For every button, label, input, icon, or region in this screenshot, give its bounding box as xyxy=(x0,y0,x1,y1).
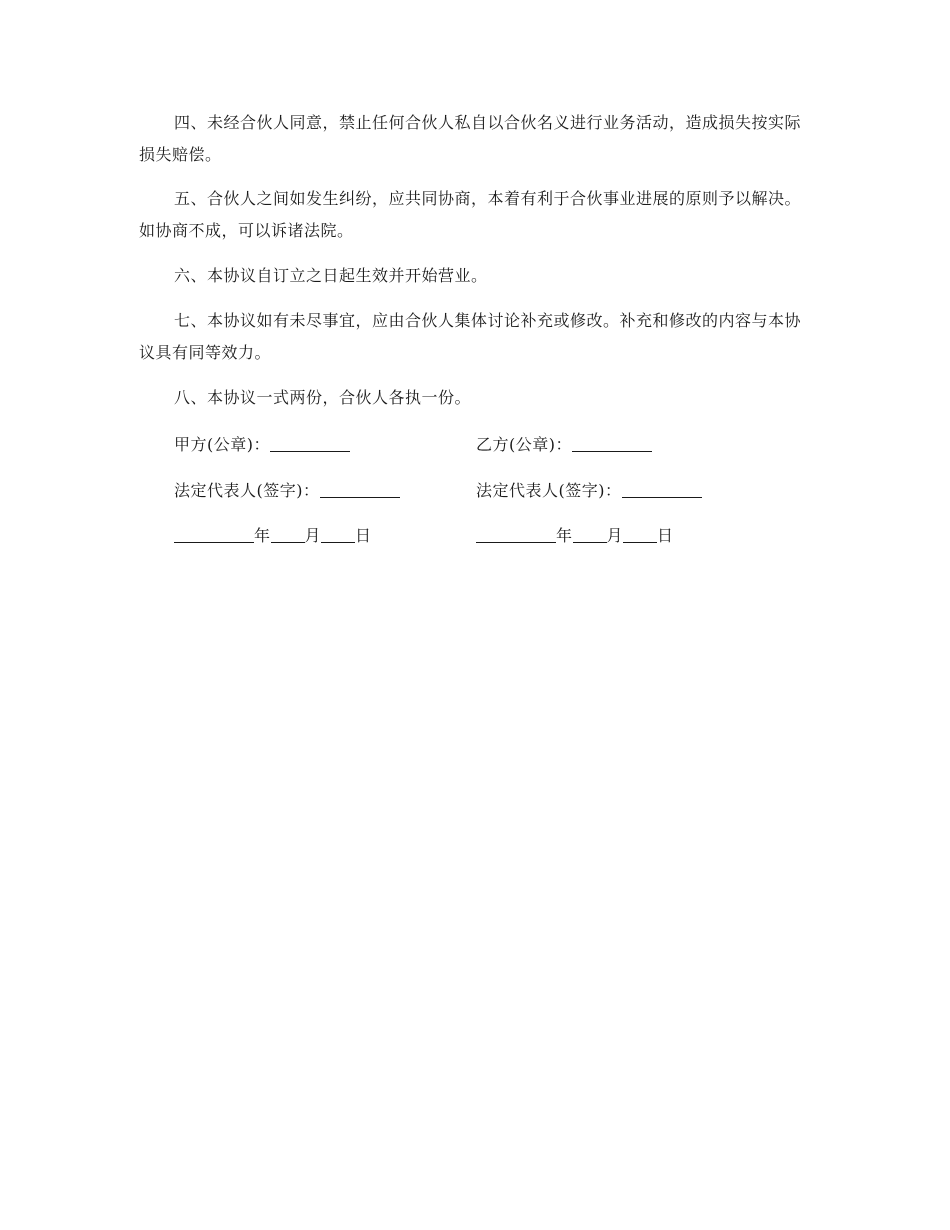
party-a-year-blank[interactable] xyxy=(174,524,254,543)
clause-5: 五、合伙人之间如发生纠纷，应共同协商，本着有利于合伙事业进展的原则予以解决。如协商不成，可以诉诸法院。 xyxy=(139,189,802,240)
party-b-date xyxy=(476,521,674,551)
date-row xyxy=(174,521,814,551)
party-a-month-blank[interactable] xyxy=(271,524,305,543)
representative-row xyxy=(174,476,814,506)
party-b-rep-label: 法定代表人(签字)： xyxy=(476,481,622,500)
party-a-rep-blank[interactable] xyxy=(320,479,400,498)
party-b-month-blank[interactable] xyxy=(573,524,607,543)
clause-6: 六、本协议自订立之日起生效并开始营业。 xyxy=(174,266,488,285)
party-b-seal-blank[interactable] xyxy=(572,433,652,452)
party-b-seal xyxy=(476,430,652,460)
day-label: 日 xyxy=(657,526,674,545)
seal-row xyxy=(174,430,814,460)
clause-4: 四、未经合伙人同意，禁止任何合伙人私自以合伙名义进行业务活动，造成损失按实际损失赔偿。 xyxy=(139,113,802,164)
party-a-seal-blank[interactable] xyxy=(270,433,350,452)
party-a-seal-label: 甲方(公章)： xyxy=(174,435,270,454)
year-label: 年 xyxy=(556,526,573,545)
party-a-rep-label: 法定代表人(签字)： xyxy=(174,481,320,500)
party-a-seal xyxy=(174,430,350,460)
party-a-representative xyxy=(174,476,400,506)
month-label: 月 xyxy=(606,526,624,545)
party-a-day-blank[interactable] xyxy=(321,524,355,543)
party-b-representative xyxy=(476,476,702,506)
party-b-year-blank[interactable] xyxy=(476,524,556,543)
party-b-rep-blank[interactable] xyxy=(622,479,702,498)
party-b-seal-label: 乙方(公章)： xyxy=(476,435,572,454)
day-label: 日 xyxy=(355,526,372,545)
year-label: 年 xyxy=(254,526,271,545)
clause-8: 八、本协议一式两份，合伙人各执一份。 xyxy=(174,388,472,407)
party-b-day-blank[interactable] xyxy=(623,524,657,543)
month-label: 月 xyxy=(304,526,322,545)
party-a-date xyxy=(174,521,372,551)
clause-7: 七、本协议如有未尽事宜，应由合伙人集体讨论补充或修改。补充和修改的内容与本协议具有同等效力。 xyxy=(139,311,802,362)
